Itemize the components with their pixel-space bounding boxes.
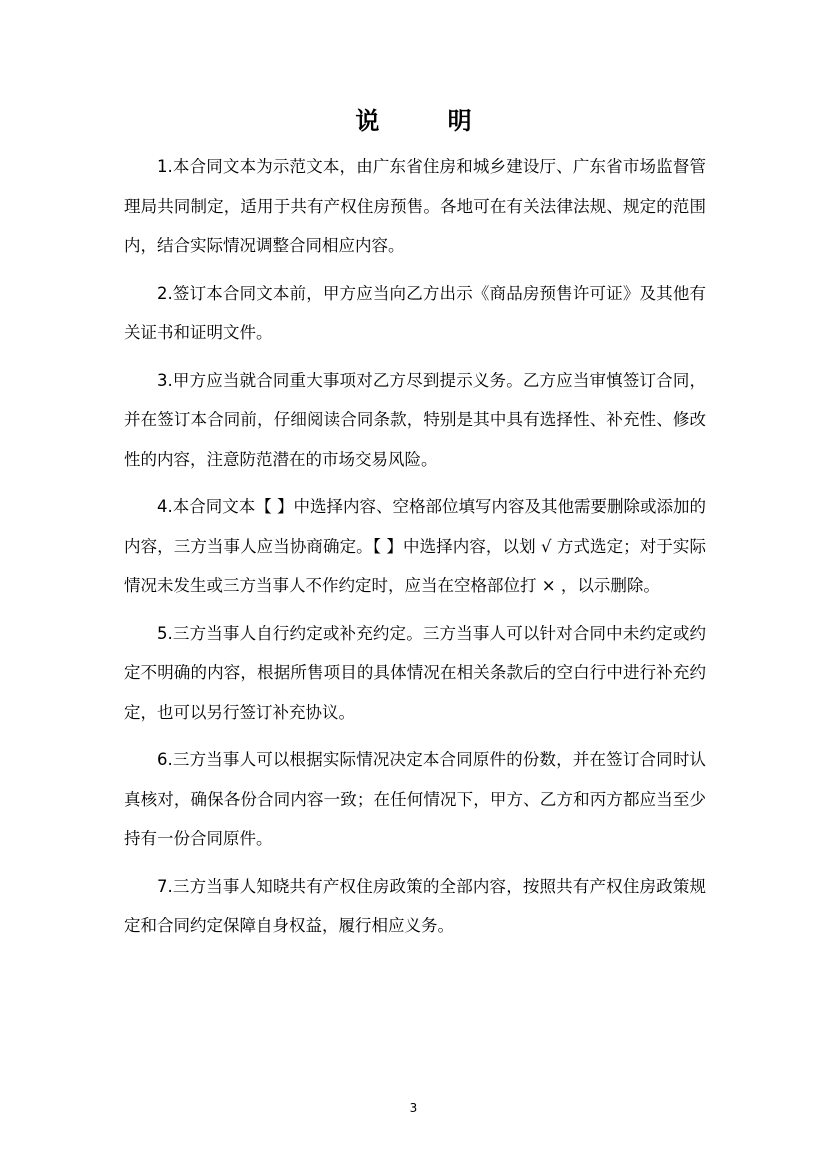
paragraph-1: 1.本合同文本为示范文本，由广东省住房和城乡建设厅、广东省市场监督管理局共同制定，适用于共有产权住房预售。各地可在有关法律法规、规定的范围内，结合实际情况调整合同相应内容。 [124, 157, 706, 255]
paragraph-5: 5.三方当事人自行约定或补充约定。三方当事人可以针对合同中未约定或约定不明确的内容，根据所售项目的具体情况在相关条款后的空白行中进行补充约定，也可以另行签订补充协议。 [124, 623, 706, 722]
paragraph-4: 4.本合同文本【 】中选择内容、空格部位填写内容及其他需要删除或添加的内容，三方当事人应当协商确定。【 】中选择内容，以划 √ 方式选定；对于实际情况未发生或三方当事人不作约定时，应当在空格部位打 × ，以示删除。 [124, 497, 706, 595]
paragraph-6: 6.三方当事人可以根据实际情况决定本合同原件的份数，并在签订合同时认真核对，确保各份合同内容一致；在任何情况下，甲方、乙方和丙方都应当至少持有一份合同原件。 [124, 750, 706, 848]
page-title: 说 明 [355, 107, 502, 135]
paragraph-2: 2.签订本合同文本前，甲方应当向乙方出示《商品房预售许可证》及其他有关证书和证明文件。 [124, 283, 706, 342]
instructions-body [124, 147, 706, 946]
page-number: 3 [409, 1101, 418, 1115]
paragraph-7: 7.三方当事人知晓共有产权住房政策的全部内容，按照共有产权住房政策规定和合同约定保障自身权益，履行相应义务。 [124, 876, 706, 935]
paragraph-3: 3.甲方应当就合同重大事项对乙方尽到提示义务。乙方应当审慎签订合同，并在签订本合同前，仔细阅读合同条款，特别是其中具有选择性、补充性、修改性的内容，注意防范潜在的市场交易风险。 [124, 370, 706, 469]
